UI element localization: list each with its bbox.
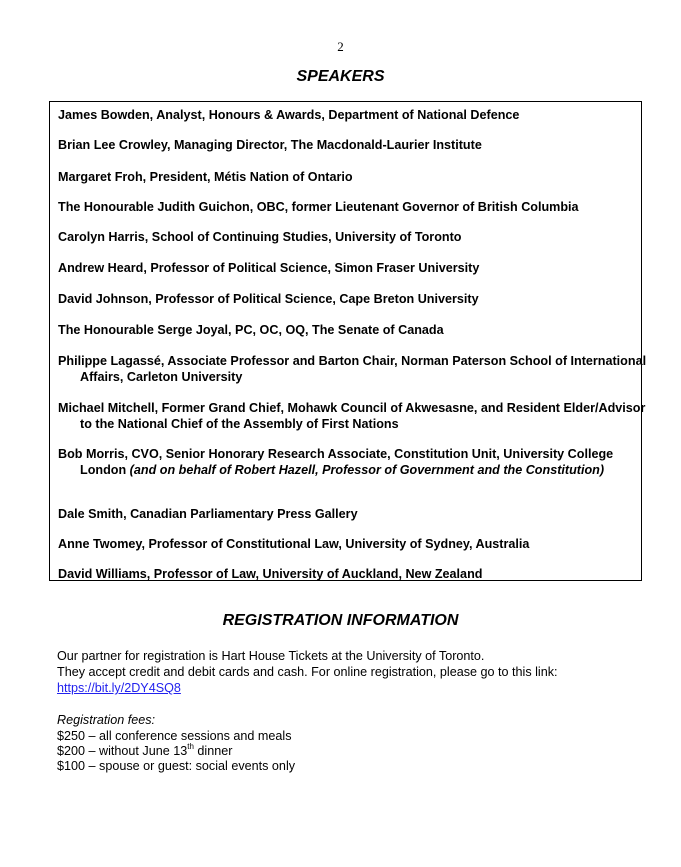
speaker-item: Andrew Heard, Professor of Political Science, Simon Fraser University xyxy=(58,261,480,275)
speakers-heading: SPEAKERS xyxy=(296,68,385,85)
fee-item: $250 – all conference sessions and meals xyxy=(57,729,292,743)
page-number: 2 xyxy=(337,39,344,54)
speakers-list-box xyxy=(49,101,647,581)
speaker-item: Margaret Froh, President, Métis Nation of Ontario xyxy=(58,170,353,184)
speaker-item: The Honourable Judith Guichon, OBC, former Lieutenant Governor of British Columbia xyxy=(58,200,579,214)
registration-link-line xyxy=(57,680,181,696)
speaker-item: Carolyn Harris, School of Continuing Studies, University of Toronto xyxy=(58,230,462,244)
speaker-item: Dale Smith, Canadian Parliamentary Press Gallery xyxy=(58,507,358,521)
speaker-text: Bob Morris, CVO, Senior Honorary Research Associate, Constitution Unit, University College London xyxy=(58,447,614,477)
speaker-item: Brian Lee Crowley, Managing Director, The Macdonald-Laurier Institute xyxy=(58,138,482,152)
fee-item: $100 – spouse or guest: social events only xyxy=(57,759,296,773)
registration-fees-label: Registration fees: xyxy=(57,713,156,727)
registration-heading: REGISTRATION INFORMATION xyxy=(222,612,459,629)
speaker-item: The Honourable Serge Joyal, PC, OC, OQ, The Senate of Canada xyxy=(58,323,444,337)
fee-text: $200 – without June 13 xyxy=(57,744,188,758)
speaker-item xyxy=(58,446,650,478)
registration-partner-text: Our partner for registration is Hart House Tickets at the University of Toronto. xyxy=(57,649,485,663)
registration-link[interactable]: https://bit.ly/2DY4SQ8 xyxy=(57,681,181,695)
registration-payment-text: They accept credit and debit cards and cash. For online registration, please go to this link: xyxy=(57,665,558,679)
speaker-item: Philippe Lagassé, Associate Professor and Barton Chair, Norman Paterson School of International Affairs, Carleton University xyxy=(58,354,647,384)
speaker-item: Michael Mitchell, Former Grand Chief, Mohawk Council of Akwesasne, and Resident Elder/Advisor to the National Chief of the Assembly of First Nations xyxy=(58,401,646,431)
speaker-note: (and on behalf of Robert Hazell, Professor of Government and the Constitution) xyxy=(129,463,605,477)
speaker-item: James Bowden, Analyst, Honours & Awards, Department of National Defence xyxy=(58,108,520,122)
speaker-item: David Williams, Professor of Law, University of Auckland, New Zealand xyxy=(58,567,483,581)
speaker-item: Anne Twomey, Professor of Constitutional Law, University of Sydney, Australia xyxy=(58,537,530,551)
fee-text: dinner xyxy=(193,744,233,758)
speaker-item: David Johnson, Professor of Political Science, Cape Breton University xyxy=(58,292,479,306)
fee-superscript: th xyxy=(187,741,194,751)
fee-item xyxy=(57,743,232,759)
